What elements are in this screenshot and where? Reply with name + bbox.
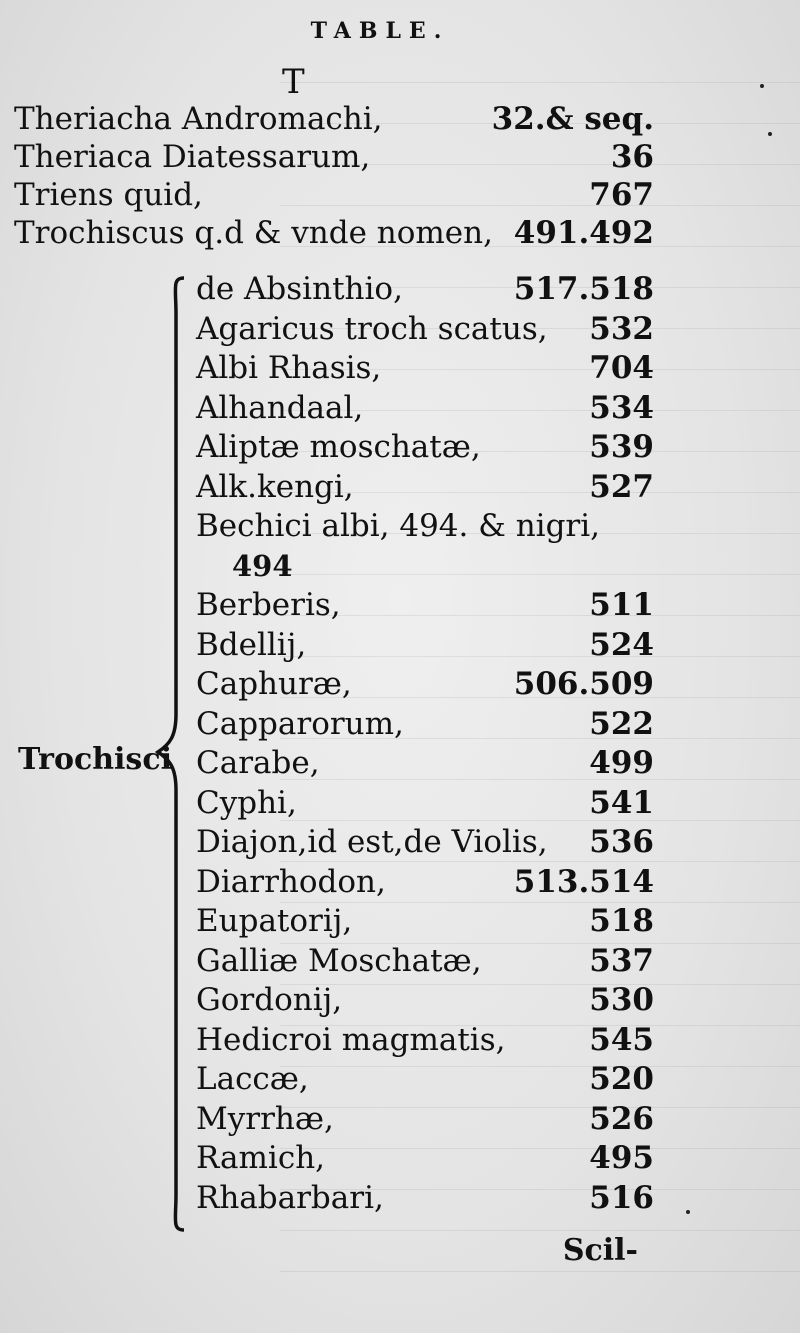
ink-speck	[768, 132, 772, 136]
sub-entry	[196, 310, 654, 348]
sub-entry-label: Alk.kengi,	[196, 468, 354, 505]
index-entry	[14, 176, 654, 214]
entry-pages: 767	[589, 177, 654, 213]
sub-entry	[196, 507, 654, 545]
sub-entry-pages: 541	[589, 784, 654, 821]
sub-entry-label: Alhandaal,	[196, 389, 364, 426]
sub-entry-label: Bechici albi, 494. & nigri,	[196, 508, 600, 544]
sub-entry-label: Carabe,	[196, 745, 320, 781]
sub-entry-pages: 527	[589, 468, 654, 505]
sub-entry	[196, 428, 654, 466]
sub-entry-label: Myrrhæ,	[196, 1100, 334, 1137]
sub-entry	[196, 1100, 654, 1138]
sub-entry	[196, 389, 654, 427]
entry-label: Trochiscus q.d & vnde nomen,	[14, 215, 493, 251]
sub-entry-pages: 506.509	[513, 666, 654, 702]
sub-entry	[196, 270, 654, 308]
sub-entry-pages: 539	[589, 429, 654, 465]
ink-speck	[760, 84, 764, 88]
sub-entry	[196, 626, 654, 664]
sub-entry	[196, 1139, 654, 1177]
entry-pages: 36	[610, 139, 654, 175]
sub-entry-label: Diarrhodon,	[196, 863, 386, 900]
sub-entry-label: Laccæ,	[196, 1061, 309, 1097]
sub-entry-pages: 517.518	[513, 271, 654, 307]
sub-entry-pages: 537	[589, 942, 654, 979]
entry-label: Theriaca Diatessarum,	[14, 139, 371, 175]
sub-entry	[196, 863, 654, 901]
sub-entry-pages: 704	[589, 350, 654, 386]
group-label: Trochisci	[18, 742, 172, 777]
sub-entry-label: Aliptæ moschatæ,	[196, 429, 481, 465]
sub-entry-label: Ramich,	[196, 1140, 326, 1176]
sub-entry	[196, 1179, 654, 1217]
entry-label: Theriacha Andromachi,	[14, 101, 383, 137]
sub-entry-label: Capparorum,	[196, 705, 404, 742]
sub-entry-label: de Absinthio,	[196, 271, 403, 307]
sub-entry-label: Cyphi,	[196, 784, 297, 821]
sub-entry-label: Eupatorij,	[196, 903, 353, 939]
sub-entry-pages: 534	[589, 389, 654, 426]
entry-pages: 32.& seq.	[491, 101, 654, 137]
sub-entry	[196, 665, 654, 703]
section-letter: T	[282, 62, 305, 102]
sub-entry-label: Caphuræ,	[196, 666, 352, 702]
sub-entry-pages: 495	[589, 1140, 654, 1176]
sub-entry-pages: 511	[589, 587, 654, 623]
sub-entry	[196, 902, 654, 940]
sub-entry-label: Berberis,	[196, 587, 341, 623]
sub-entry	[196, 942, 654, 980]
sub-entry	[196, 1021, 654, 1059]
sub-entry-pages: 520	[589, 1061, 654, 1097]
sub-entry-pages: 530	[589, 982, 654, 1018]
sub-entry-label: 494	[232, 548, 293, 583]
entry-pages: 491.492	[513, 215, 654, 251]
sub-entry	[196, 468, 654, 506]
index-entry	[14, 100, 654, 138]
sub-entry	[196, 1060, 654, 1098]
index-entry	[14, 138, 654, 176]
sub-entry	[196, 586, 654, 624]
sub-entry-pages: 532	[589, 310, 654, 347]
sub-entry-label: Hedicroi magmatis,	[196, 1021, 506, 1058]
sub-entry-label: Albi Rhasis,	[196, 350, 382, 386]
sub-entry	[196, 981, 654, 1019]
sub-entry-label: Diajon,id est,de Violis,	[196, 824, 548, 860]
catchword: Scil-	[562, 1233, 638, 1268]
page-header: TABLE.	[310, 18, 450, 44]
sub-entry-pages: 545	[589, 1021, 654, 1058]
sub-entry-label: Gordonij,	[196, 982, 343, 1018]
sub-entry-pages: 518	[589, 903, 654, 939]
sub-entry-pages: 522	[589, 705, 654, 742]
sub-entry	[196, 349, 654, 387]
sub-entry-label: Bdellij,	[196, 626, 307, 663]
sub-entry-label: Galliæ Moschatæ,	[196, 942, 482, 979]
sub-entry-pages: 516	[589, 1179, 654, 1216]
sub-entry-continuation	[232, 547, 293, 585]
sub-entry-label: Agaricus troch scatus,	[196, 310, 548, 347]
ink-speck	[686, 1210, 690, 1214]
sub-entry	[196, 705, 654, 743]
sub-entry-pages: 526	[589, 1100, 654, 1137]
sub-entry	[196, 744, 654, 782]
entry-label: Triens quid,	[14, 177, 203, 213]
sub-entry-pages: 536	[589, 824, 654, 860]
index-entry	[14, 214, 654, 252]
sub-entry-pages: 499	[589, 745, 654, 781]
sub-entry-pages: 513.514	[513, 863, 654, 900]
sub-entry-label: Rhabarbari,	[196, 1179, 384, 1216]
sub-entry-pages: 524	[589, 626, 654, 663]
sub-entry	[196, 823, 654, 861]
sub-entry	[196, 784, 654, 822]
